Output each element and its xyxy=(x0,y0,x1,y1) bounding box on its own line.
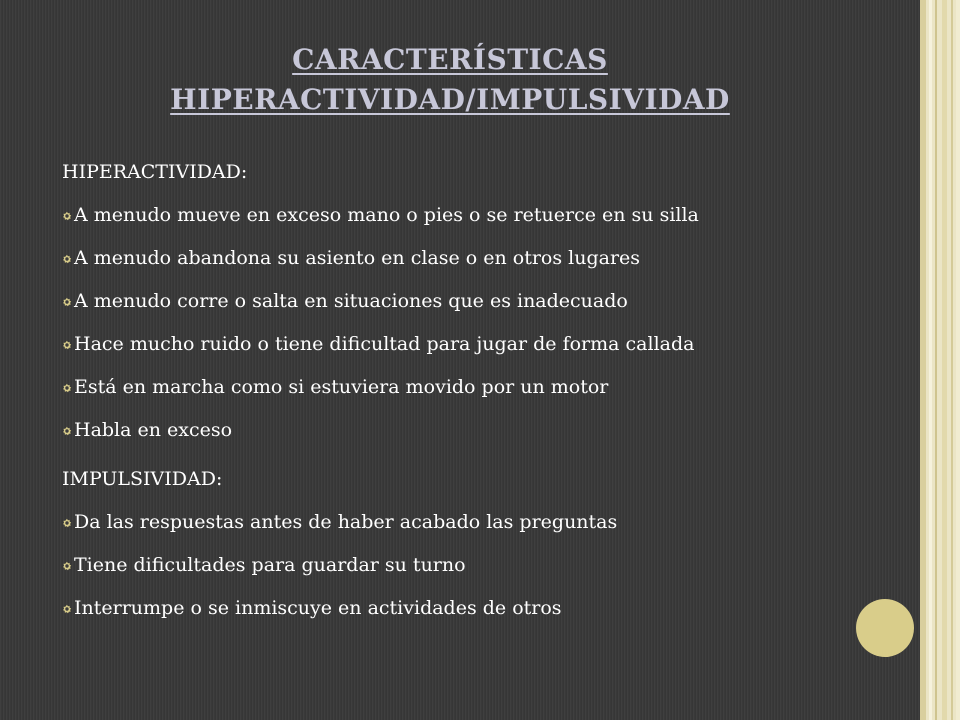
list-item xyxy=(62,416,822,444)
list-item xyxy=(62,244,822,272)
list-item xyxy=(62,551,822,579)
title-line-2: HIPERACTIVIDAD/IMPULSIVIDAD xyxy=(170,83,730,116)
list-item xyxy=(62,287,822,315)
bullet-icon xyxy=(62,604,72,614)
bullet-icon xyxy=(62,383,72,393)
list-item-text: Está en marcha como si estuviera movido por un motor xyxy=(74,376,609,398)
frame-stripe xyxy=(935,0,937,720)
list-item xyxy=(62,508,822,536)
frame-stripe xyxy=(929,0,932,720)
bullet-icon xyxy=(62,561,72,571)
list-item-text: A menudo corre o salta en situaciones que es inadecuado xyxy=(74,290,628,312)
list-item-text: A menudo abandona su asiento en clase o en otros lugares xyxy=(74,247,641,269)
bullet-icon xyxy=(62,211,72,221)
list-item-text: A menudo mueve en exceso mano o pies o se retuerce en su silla xyxy=(74,204,699,226)
list-item-text: Tiene dificultades para guardar su turno xyxy=(74,554,466,576)
bullet-icon xyxy=(62,518,72,528)
list-item xyxy=(62,201,822,229)
list-item-text: Da las respuestas antes de haber acabado las preguntas xyxy=(74,511,618,533)
list-item xyxy=(62,330,822,358)
list-item xyxy=(62,594,822,622)
list-item xyxy=(62,373,822,401)
list-item-text: Habla en exceso xyxy=(74,419,233,441)
frame-stripe xyxy=(951,0,953,720)
decorative-circle xyxy=(856,599,914,657)
bullet-icon xyxy=(62,297,72,307)
list-item-text: Interrumpe o se inmiscuye en actividades de otros xyxy=(74,597,562,619)
title-line-1: CARACTERÍSTICAS xyxy=(292,43,608,76)
slide-content xyxy=(62,158,822,622)
section-heading: IMPULSIVIDAD: xyxy=(62,468,223,490)
bullet-icon xyxy=(62,340,72,350)
section-gap xyxy=(62,444,822,465)
frame-stripe xyxy=(920,0,926,720)
slide-title xyxy=(60,40,840,120)
section-hiperactividad xyxy=(62,158,822,444)
section-impulsividad xyxy=(62,465,822,622)
bullet-icon xyxy=(62,426,72,436)
frame-stripe xyxy=(956,0,960,720)
bullet-icon xyxy=(62,254,72,264)
section-heading: HIPERACTIVIDAD: xyxy=(62,161,248,183)
list-item-text: Hace mucho ruido o tiene dificultad para jugar de forma callada xyxy=(74,333,695,355)
frame-stripe xyxy=(942,0,947,720)
decorative-frame xyxy=(920,0,960,720)
